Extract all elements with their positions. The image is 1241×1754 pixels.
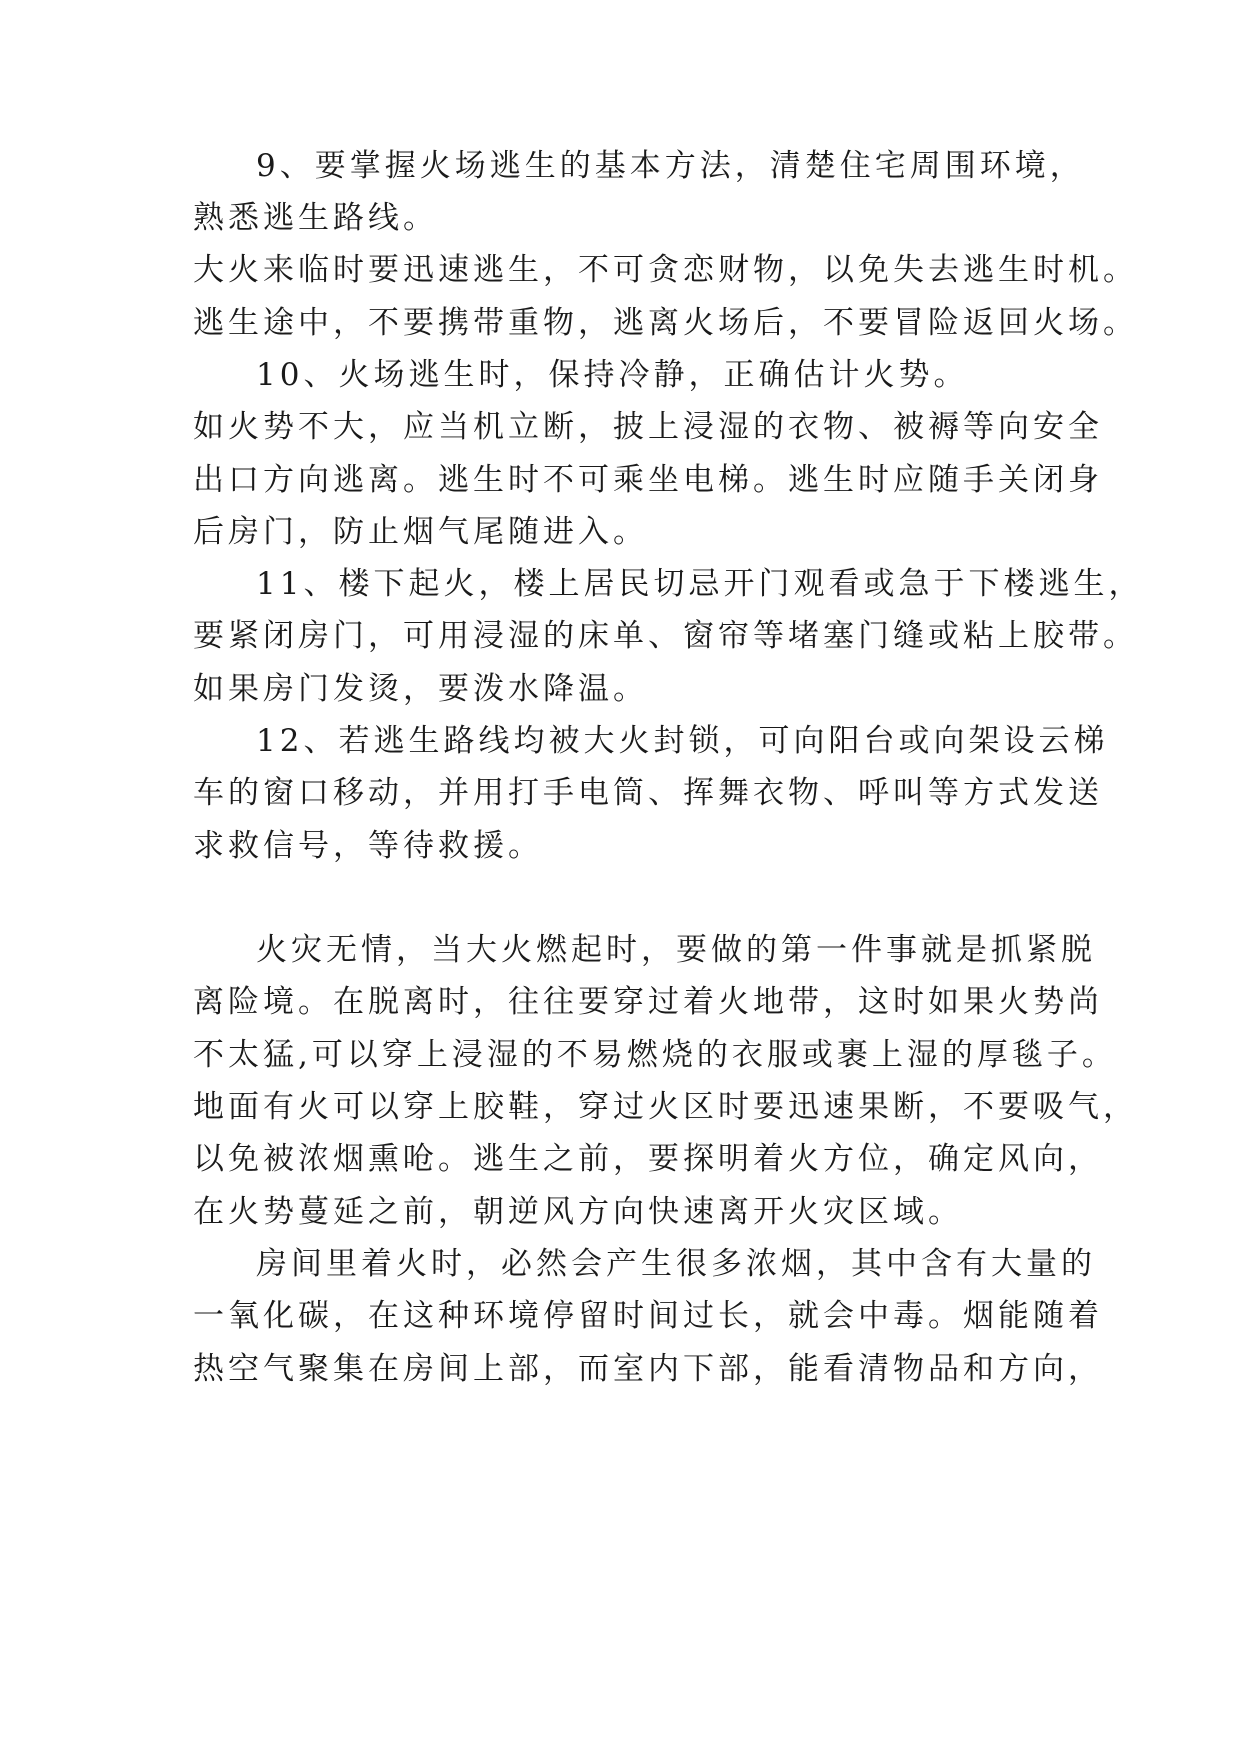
- text-line: 一氧化碳，在这种环境停留时间过长，就会中毒。烟能随着: [193, 1298, 1103, 1334]
- text-line: 求救信号，等待救援。: [193, 828, 543, 864]
- text-line: 9、要掌握火场逃生的基本方法，清楚住宅周围环境，: [256, 148, 1085, 184]
- text-line: 以免被浓烟熏呛。逃生之前，要探明着火方位，确定风向，: [193, 1141, 1103, 1177]
- text-line: 10、火场逃生时，保持冷静，正确估计火势。: [256, 357, 969, 393]
- text-line: 后房门，防止烟气尾随进入。: [193, 514, 648, 550]
- text-line: 要紧闭房门，可用浸湿的床单、窗帘等堵塞门缝或粘上胶带。: [193, 618, 1138, 654]
- text-line: 熟悉逃生路线。: [193, 200, 438, 236]
- text-line: 车的窗口移动，并用打手电筒、挥舞衣物、呼叫等方式发送: [193, 775, 1103, 811]
- text-line: 逃生途中，不要携带重物，逃离火场后，不要冒险返回火场。: [193, 305, 1138, 341]
- text-line: 地面有火可以穿上胶鞋，穿过火区时要迅速果断，不要吸气，: [193, 1089, 1138, 1125]
- text-line: 在火势蔓延之前，朝逆风方向快速离开火灾区域。: [193, 1194, 963, 1230]
- text-line: 出口方向逃离。逃生时不可乘坐电梯。逃生时应随手关闭身: [193, 462, 1103, 498]
- text-line: 12、若逃生路线均被大火封锁，可向阳台或向架设云梯: [256, 723, 1109, 759]
- text-line: 房间里着火时，必然会产生很多浓烟，其中含有大量的: [256, 1246, 1096, 1282]
- text-line: 如果房门发烫，要泼水降温。: [193, 671, 648, 707]
- text-line: 火灾无情，当大火燃起时，要做的第一件事就是抓紧脱: [256, 932, 1096, 968]
- text-line: 如火势不大，应当机立断，披上浸湿的衣物、被褥等向安全: [193, 409, 1103, 445]
- text-line: 热空气聚集在房间上部，而室内下部，能看清物品和方向，: [193, 1351, 1103, 1387]
- text-line: 不太猛,可以穿上浸湿的不易燃烧的衣服或裹上湿的厚毯子。: [193, 1037, 1117, 1073]
- text-line: 离险境。在脱离时，往往要穿过着火地带，这时如果火势尚: [193, 984, 1103, 1020]
- text-line: 大火来临时要迅速逃生，不可贪恋财物，以免失去逃生时机。: [193, 252, 1138, 288]
- text-line: 11、楼下起火，楼上居民切忌开门观看或急于下楼逃生，: [256, 566, 1144, 602]
